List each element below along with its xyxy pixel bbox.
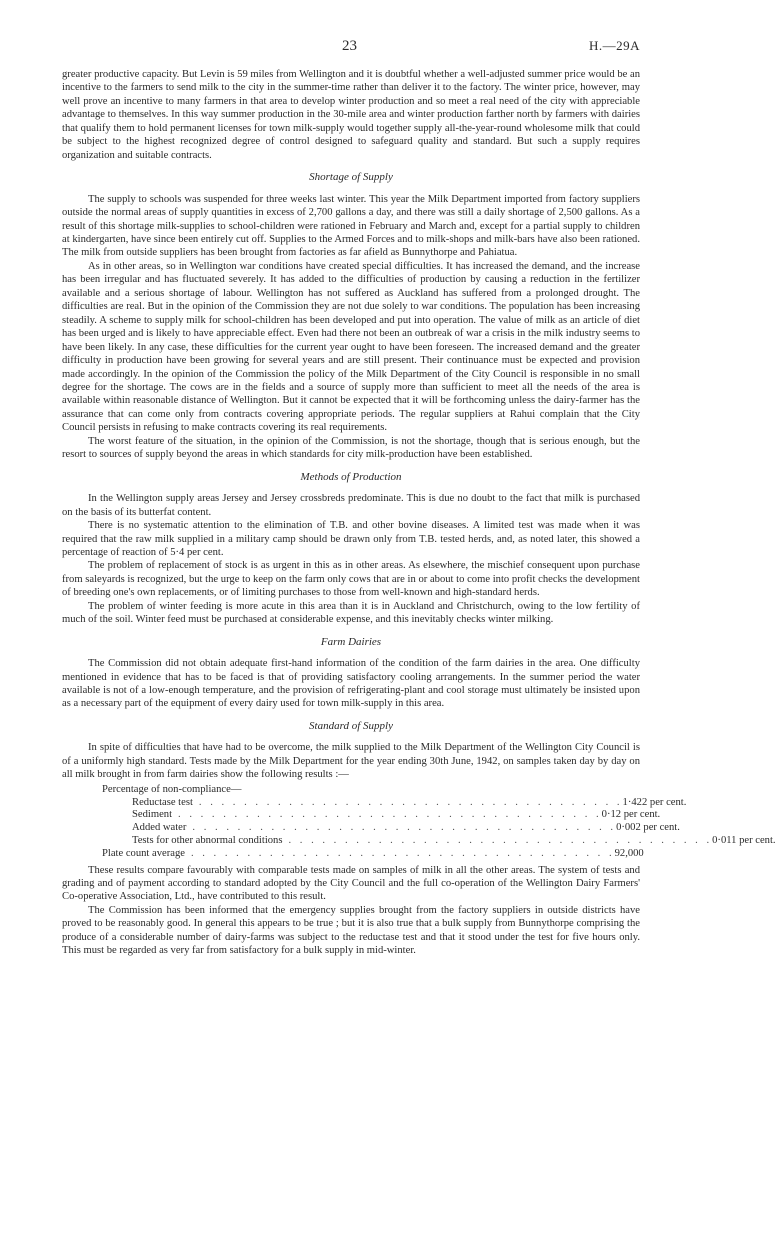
paragraph: The Commission did not obtain adequate first-hand information of the condition of the farm dairies in the area. One difficulty mentioned in evidence that has to be faced is that of providing satisfactory cooling arrangements. In the summer period the water available is not of a low-enough temperature, and the provision of refrigerating-plant and cool storage must ultimately be insisted upon as a necessary part of the equipment of every dairy used for town milk-supply in this area. <box>62 658 640 710</box>
result-label: Tests for other abnormal conditions <box>132 834 283 846</box>
result-label: Sediment <box>132 809 173 821</box>
paragraph: greater productive capacity. But Levin is 59 miles from Wellington and it is doubtful whether a well-adjusted summer price would be an incentive to the farmers to send milk to the city in the summer-time rather than deliver it to the factory. The winter price, however, may well prove an incentive to many farmers in that area to develop winter production and so meet a real need of the city with appreciable advantage to themselves. In this way summer production in the 30-mile area and winter production farther north by farmers with dairies that qualify them to hold permanent licenses for town milk-supply would together supply all-the-year-round wholesome milk that could be subject to the highest recognized degree of control designed to safeguard quality and standard. But such a supply requires organization and suitable contracts. <box>62 69 640 161</box>
paragraph: There is no systematic attention to the elimination of T.B. and other bovine diseases. A limited test was made when it was required that the raw milk supplied in a military camp should be drawn only from T.B. tested herds, and, as noted later, this showed a percentage of reaction of 5·4 per cent. <box>62 520 640 558</box>
results-row <box>102 796 687 810</box>
leader-dots: . . . . . . . . . . . . . . . . . . . . . . . . . . . . . . . . . . . . . . <box>190 847 615 859</box>
result-label: Reductase test <box>132 796 193 808</box>
section-heading-standard: Standard of Supply <box>309 719 393 732</box>
results-row <box>102 834 776 848</box>
results-title-row <box>102 784 588 797</box>
results-row <box>102 847 644 861</box>
result-value: 92,000 <box>614 847 644 859</box>
result-value: 1·422 per cent. <box>622 796 687 808</box>
leader-dots: . . . . . . . . . . . . . . . . . . . . . . . . . . . . . . . . . . . . . . <box>192 822 617 834</box>
paragraph: In spite of difficulties that have had to be overcome, the milk supplied to the Milk Department of the Wellington City Council is of a uniformly high standard. Tests made by the Milk Department for the year ending 30th June, 1942, on samples taken day by day on all milk brought in from farm dairies show the following results :— <box>62 742 640 781</box>
results-row <box>102 809 661 822</box>
section-heading-shortage: Shortage of Supply <box>309 171 393 184</box>
result-value: 0·002 per cent. <box>616 822 680 834</box>
results-row <box>102 822 680 835</box>
paragraph: In the Wellington supply areas Jersey and Jersey crossbreds predominate. This is due no doubt to the fact that milk is purchased on the basis of its butterfat content. <box>62 493 640 518</box>
result-value: 0·011 per cent. <box>712 834 776 846</box>
section-heading-farm-dairies: Farm Dairies <box>320 635 382 648</box>
paragraph: As in other areas, so in Wellington war conditions have created special difficulties. It has increased the demand, and the increase has been irregular and has fluctuated severely. It has added to the difficulties of production by causing a reduction in the fertilizer available and a serious shortage of labour. Wellington has not suffered as Auckland has suffered from a prolonged drought. The difficulties are real. But in the opinion of the Commission they are not due solely to war conditions. The population has been increasing steadily. A scheme to supply milk for school-children has been developed and put into operation. The value of milk as an article of diet has been urged and is likely to have appreciable effect. Even had there not been an outbreak of war a crisis in the milk industry seems to have been likely. In any case, these difficulties for the current year ought to have been foreseen. The increased demand and the greater difficulty in production have been growing for several years and are still present. Their continuance must be expected and provision made accordingly. In the opinion of the Commission the policy of the Milk Department of the City Council is responsible in no small degree for the shortage. The cows are in the fields and a source of supply more than sufficient to meet all the needs of the area is available within reasonable distance of Wellington. But it cannot be expected that it will be forthcoming unless the dairy-farmer has the assurance that can come only from contracts covering appropriate periods. The regular suppliers at Rahui complain that the City Council persists in refusing to make contracts covering its real requirements. <box>62 260 640 434</box>
paragraph: These results compare favourably with comparable tests made on samples of milk in all the other areas. The system of tests and grading and of payment according to standard adopted by the City Council and the full co-operation of the Wellington Dairy Farmers' Co-operative Association, Ltd., have contributed to this result. <box>62 864 640 903</box>
results-title: Percentage of non-compliance— <box>102 783 242 795</box>
paragraph: The Commission has been informed that the emergency supplies brought from the factory suppliers in outside districts have proved to be reasonably good. In general this appears to be true ; but it is also true that a bulk supply from Bunnythorpe comprising the produce of a considerable number of dairy-farms was subject to the reductase test and that it stood under the test for five hours only. This must be regarded as very far from satisfactory for a bulk supply in mid-winter. <box>62 904 640 957</box>
paragraph: The problem of replacement of stock is as urgent in this as in other areas. As elsewhere, the mischief consequent upon purchase from saleyards is recognized, but the urge to keep on the farm only cows that are in or about to come into profit checks the development of breeding one's own replacements, or of limiting purchases to those from well-known and high-standard herds. <box>62 560 640 599</box>
page-number: 23 <box>342 38 357 54</box>
leader-dots: . . . . . . . . . . . . . . . . . . . . . . . . . . . . . . . . . . . . . . <box>178 809 602 821</box>
result-label: Plate count average <box>102 847 185 859</box>
leader-dots: . . . . . . . . . . . . . . . . . . . . . . . . . . . . . . . . . . . . . . <box>288 834 713 846</box>
paragraph: The supply to schools was suspended for three weeks last winter. This year the Milk Department imported from factory suppliers outside the normal areas of supply quantities in excess of 2,700 gallons a day, and there was still a daily shortage of 2,500 gallons. As a result of this shortage milk-supplies to school-children were rationed in February and March and, except for a partial supply to children at kindergarten, have since been entirely cut off. Supplies to the Armed Forces and to milk-shops and milk-bars have also been rationed. The milk from outside suppliers has been brought from factories as far afield as Bunnythorpe and Pahiatua. <box>62 193 640 259</box>
result-value: 0·12 per cent. <box>601 809 661 821</box>
leader-dots: . . . . . . . . . . . . . . . . . . . . . . . . . . . . . . . . . . . . . . <box>198 796 623 808</box>
document-reference: H.—29A <box>588 38 640 53</box>
results-table <box>102 783 776 861</box>
document-page <box>62 38 776 958</box>
result-label: Added water <box>132 822 187 834</box>
section-heading-methods: Methods of Production <box>300 470 402 483</box>
paragraph: The problem of winter feeding is more acute in this area than it is in Auckland and Christchurch, owing to the low fertility of much of the soil. Winter feed must be purchased at considerable expense, and this inevitably checks winter milking. <box>62 600 640 626</box>
paragraph: The worst feature of the situation, in the opinion of the Commission, is not the shortage, though that is serious enough, but the resort to sources of supply beyond the areas in which standards for city milk-production have been established. <box>62 435 640 461</box>
document-body <box>62 68 776 958</box>
page-header <box>62 38 640 60</box>
